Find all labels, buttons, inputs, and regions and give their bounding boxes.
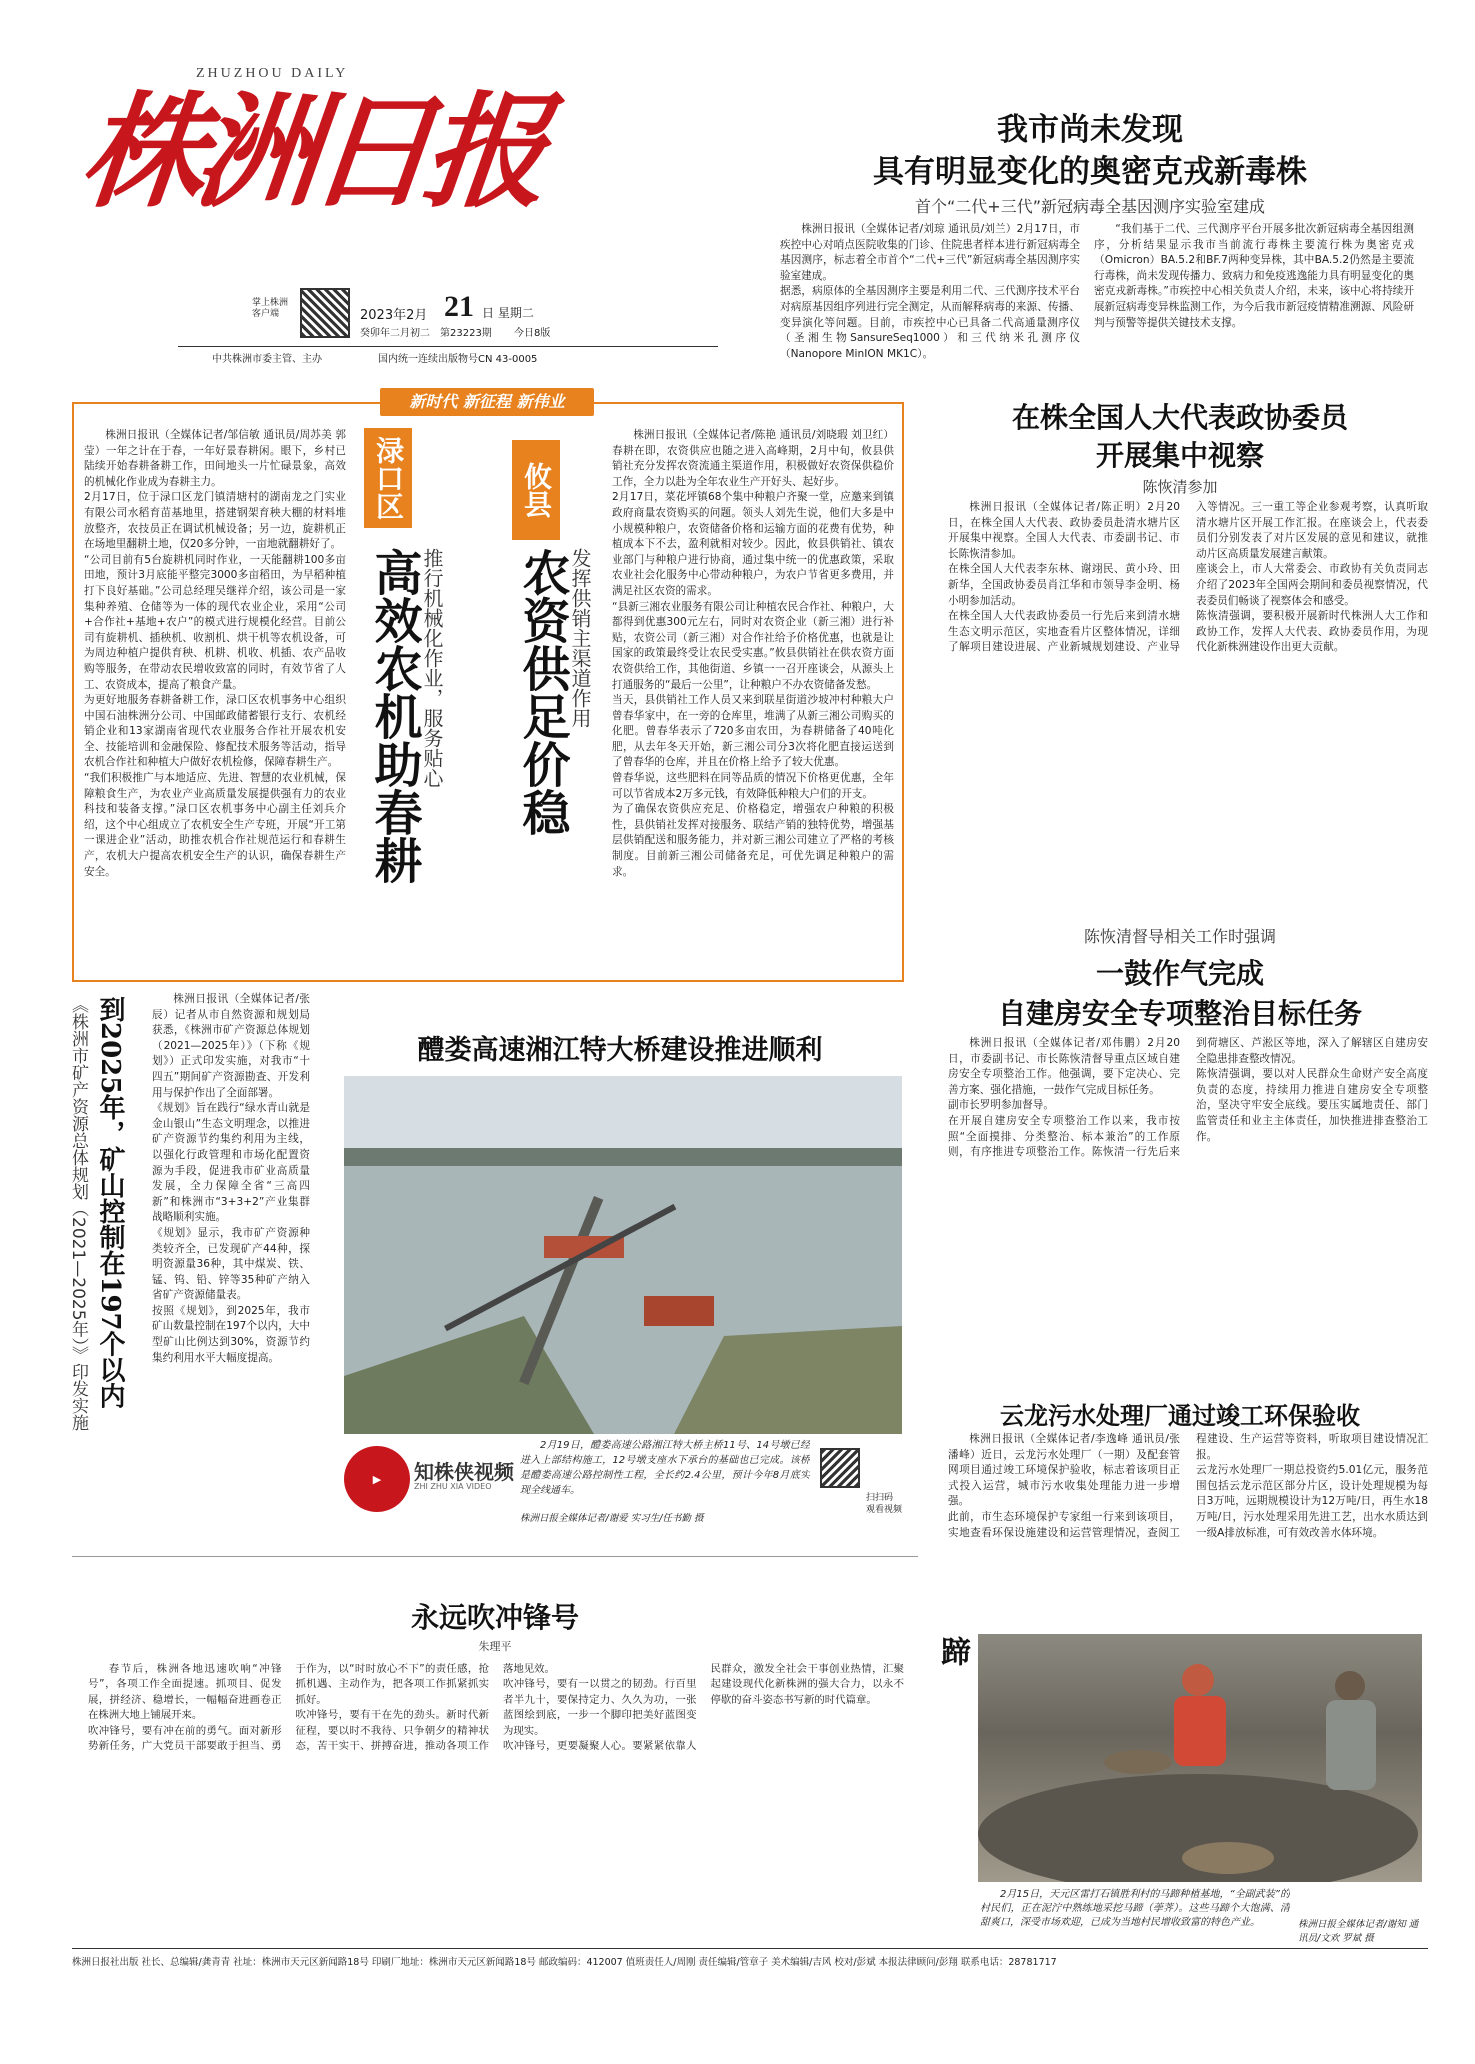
qr-code-icon[interactable] <box>300 288 350 338</box>
top-body-col2: “我们基于二代、三代测序平台开展多批次新冠病毒全基因组测序，分析结果显示我市当前流行毒株主要流行株为奥密克戎（Omicron）BA.5.2和BF.7两种变异株，其中BA.5.2仍然是主要流行毒株，尚未发现传播力、致病力和免疫逃逸能力具有明显变化的奥密克戎新毒株。”市疾控中心相关负责人介绍，未来，该中心将持续开展新冠病毒变异株监测工作，为今后我市新冠疫情精准溯源、风险研判与预警等提供关键技术支撑。 <box>1094 223 1414 329</box>
essay-divider <box>72 1556 918 1557</box>
top-body-col1: 株洲日报讯（全媒体记者/刘琼 通讯员/刘兰）2月17日，市疾控中心对哨点医院收集的门诊、住院患者样本进行新冠病毒全基因测序，标志着全市首个“二代+三代”新冠病毒全基因测序实验室建成。 据悉，病原体的全基因测序主要是利用二代、三代测序技术平台对病原基因组序列进行完全测定，从而解释病毒的来源、传播、变异演化等问题。目前，市疾控中心已具备二代高通量测序仪（圣湘生物SansureSeq1000）和三代纳米孔测序仪（Nanopore MinION MK1C）。 <box>780 223 1080 360</box>
housing-subtitle: 陈恢清督导相关工作时强调 <box>1083 927 1276 946</box>
youxian-tag: 攸县 <box>512 440 560 540</box>
youxian-headline: 农资供足价稳 <box>514 548 570 836</box>
bridge-photo <box>344 1076 902 1434</box>
page-count: 今日8版 <box>514 328 551 339</box>
date-year-month: 2023年2月 <box>360 308 428 323</box>
qr-label: 掌上株洲 客户端 <box>252 298 289 319</box>
digging-illustration <box>978 1634 1422 1882</box>
top-subtitle: 首个“二代+三代”新冠病毒全基因测序实验室建成 <box>915 197 1265 216</box>
mining-headline: 到2025年，矿山控制在197个以内 <box>95 996 125 1409</box>
cn-number: 国内统一连续出版物号CN 43-0005 <box>378 354 538 365</box>
issue-number: 第23223期 <box>440 328 492 339</box>
top-title-line1: 我市尚未发现 <box>997 112 1183 148</box>
masthead-divider <box>178 346 718 347</box>
npc-subtitle: 陈恢清参加 <box>1142 478 1218 496</box>
sewage-title: 云龙污水处理厂通过竣工环保验收 <box>1000 1401 1360 1430</box>
footer-info: 株洲日报社出版 社长、总编辑/龚青青 社址：株洲市天元区新闻路18号 印刷厂地址：株洲市天元区新闻路18号 邮政编码：412007 值班责任人/周刚 责任编辑/管章子 美术编辑/吉风 校对/彭斌 本报法律顾问/彭翔 联系电话：28781717 <box>72 1957 1057 1968</box>
date-day: 21 <box>444 290 474 323</box>
digging-photo <box>978 1634 1422 1882</box>
essay-author: 朱理平 <box>478 1640 512 1653</box>
bridge-title: 醴娄高速湘江特大桥建设推进顺利 <box>417 1035 823 1066</box>
housing-title-line2: 自建房安全专项整治目标任务 <box>997 997 1362 1030</box>
npc-title-line1: 在株全国人大代表政协委员 <box>1011 401 1348 434</box>
luokou-headline: 高效农机助春耕 <box>366 548 422 884</box>
youxian-body: 株洲日报讯（全媒体记者/陈艳 通讯员/刘晓瑕 刘卫红）春耕在即，农资供应也随之进入高峰期，2月中旬，攸县供销社充分发挥农资流通主渠道作用，积极做好农资保供稳价工作，全力以赴为全年农业生产开好头、起好步。 2月17日，菜花坪镇68个集中种粮户齐聚一堂，应邀来到镇政府商量农资购买的问题。领头人刘先生说，他们大多是中小规模种粮户，农资储备价格和运输方面的花费有优势，种植成本下不去，盈利就相对较少。因此，攸县供销社、镇农业部门与种粮户进行协商，通过集中统一的优惠政策，采取农业社会化服务中心带动种粮户，为农户节省更多费用，并满足社区农资的需求。 “县新三湘农业服务有限公司让种植农民合作社、种粮户，大都得到优惠300元左右，同时对农资企业（新三湘）进行补贴，农资公司（新三湘）对合作社给予价格优惠，也就是让国家的政策最终受让农民受实惠。”攸县供销社在供农资方面农资供给工作，其他街道、乡镇一一召开座谈会，从源头上打通服务的“最后一公里”，让种粮户不办农资储备发愁。 当天，县供销社工作人员又来到联星街道沙坡冲村种粮大户曾春华家中，在一旁的仓库里，堆满了从新三湘公司购买的化肥。曾春华表示了720多亩农田，为春耕储备了40吨化肥，从去年冬天开始，新三湘公司分3次将化肥直接运送到了曾春华的仓库，并且在价格上给予了较大优惠。 曾春华说，这些肥料在同等品质的情况下价格更优惠，全年可以节省成本2万多元钱，有效降低种粮大户们的开支。 为了确保农资供应充足、价格稳定，增强农户种粮的积极性，县供销社发挥对接服务、联结产销的独特优势，增强基层供销配送和服务能力，并对新三湘公司建立了严格的考核制度。目前新三湘公司储备充足，可优先调足种粮户的需求。 <box>612 429 894 878</box>
video-brand[interactable]: 知株侠视频 <box>414 1460 514 1484</box>
footer-divider <box>72 1948 1428 1949</box>
sewage-body: 株洲日报讯（全媒体记者/李逸峰 通讯员/张潘峰）近日，云龙污水处理厂（一期）及配套管网项目通过竣工环境保护验收，标志着该项目正式投入运营，城市污水收集处理能力进一步增强。 此前，市生态环境保护专家组一行来到该项目，实地查看环保设施建设和运营管理情况，查阅工程建设、生产运营等资料，听取项目建设情况汇报。 云龙污水处理厂一期总投资约5.01亿元，服务范围包括云龙示范区部分片区，设计处理规模为每日3万吨，远期规模设计为12万吨/日，再生水18万吨/日，污水处理采用先进工艺，出水水质达到一级A排放标准，可有效改善水体环境。 <box>948 1433 1428 1539</box>
youxian-subhead: 发挥供销主渠道作用 <box>568 548 592 728</box>
masthead-english: ZHUZHOU DAILY <box>196 66 349 81</box>
bridge-credit: 株洲日报全媒体记者/谢爱 实习生/任书勤 摄 <box>520 1513 704 1524</box>
video-brand-sub: ZHI ZHU XIA VIDEO <box>414 1482 492 1491</box>
essay-title: 永远吹冲锋号 <box>410 1601 579 1634</box>
sponsor: 中共株洲市委主管、主办 <box>212 354 322 365</box>
masthead-title: 株洲日报 <box>74 80 546 225</box>
digging-caption: 2月15日，天元区雷打石镇胜利村的马蹄种植基地，“全副武装”的村民们，正在泥泞中熟练地采挖马蹄（荸荠）。这些马蹄个大饱满、清甜爽口，深受市场欢迎，已成为当地村民增收致富的特色产业。 <box>980 1889 1290 1928</box>
npc-body: 株洲日报讯（全媒体记者/陈正明）2月20日，在株全国人大代表、政协委员赴清水塘片区开展集中视察。全国人大代表、市委副书记、市长陈恢清参加。 在株全国人大代表李东林、谢翊民、黄小玲、田新华，全国政协委员肖江华和市领导李金明、杨小明参加活动。 在株全国人大代表政协委员一行先后来到清水塘生态文明示范区，实地查看片区整体情况，详细了解项目建设进展、产业新城规划建设、产业导入等情况。三一重工等企业参观考察，认真听取清水塘片区开展工作汇报。在座谈会上，代表委员们分别发表了对片区发展的意见和建议，就推动片区高质量发展建言献策。 座谈会上，市人大常委会、市政协有关负责同志介绍了2023年全国两会期间和委员视察情况，代表委员们畅谈了视察体会和感受。 陈恢清强调，要积极开展新时代株洲人大工作和政协工作，发挥人大代表、政协委员作用，为现代化新株洲建设作出更大贡献。 <box>948 501 1428 654</box>
video-scan-label: 扫扫码 观看视频 <box>866 1493 903 1515</box>
bridge-illustration <box>344 1076 902 1434</box>
feature-banner: 新时代 新征程 新伟业 <box>380 388 594 416</box>
npc-title-line2: 开展集中视察 <box>1095 439 1264 472</box>
mining-subhead: 《株洲市矿产资源总体规划（2021—2025年）》印发实施 <box>68 996 88 1432</box>
video-qr-icon[interactable] <box>820 1448 860 1488</box>
housing-body: 株洲日报讯（全媒体记者/邓伟鹏）2月20日，市委副书记、市长陈恢清督导重点区域自建房安全专项整治工作。他强调，要下定决心、完善方案、强化措施，一鼓作气完成目标任务。 副市长罗明参加督导。 在开展自建房安全专项整治工作以来，我市按照“全面摸排、分类整治、标本兼治”的工作原则，有序推进专项整治工作。陈恢清一行先后来到荷塘区、芦淞区等地，深入了解辖区自建房安全隐患排查整改情况。 陈恢清强调，要以对人民群众生命财产安全高度负责的态度，持续用力推进自建房安全专项整治，坚决守牢安全底线。要压实属地责任、部门监管责任和业主主体责任，加快推进排查整治工作。 <box>948 1037 1428 1159</box>
mining-body: 株洲日报讯（全媒体记者/张辰）记者从市自然资源和规划局获悉，《株洲市矿产资源总体规划（2021—2025年）》（下称《规划》）正式印发实施，对我市“十四五”期间矿产资源勘查、开发利用与保护作出了全面部署。 《规划》旨在践行“绿水青山就是金山银山”生态文明理念，以推进矿产资源节约集约利用为主线，以强化行政管理和市场化配置资源为手段，促进我市矿业高质量发展，全力保障全省“三高四新”和株洲市“3+3+2”产业集群战略顺利实施。 《规划》显示，我市矿产资源种类较齐全，已发现矿产44种，探明资源量36种，其中煤炭、铁、锰、钨、铅、锌等35种矿产纳入省矿产资源储量表。 按照《规划》，到2025年，我市矿山数量控制在197个以内，大中型矿山比例达到30%，资源节约集约利用水平大幅度提高。 <box>152 993 310 1364</box>
digging-headline: 蹄 <box>935 1636 970 1666</box>
top-title-line2: 具有明显变化的奥密克戎新毒株 <box>873 154 1307 190</box>
video-logo-icon[interactable]: ▶ <box>344 1446 410 1512</box>
bridge-caption: 2月19日，醴娄高速公路湘江特大桥主桥11号、14号墩已经进入上部结构施工，12号墩支座水下承台的基础也已完成。该桥是醴娄高速公路控制性工程，全长约2.4公里，预计今年8月底实现全线通车。 <box>520 1440 810 1496</box>
luokou-subhead: 推行机械化作业，服务贴心 <box>420 548 444 788</box>
luokou-tag: 渌口区 <box>364 428 412 528</box>
digging-credit: 株洲日报全媒体记者/谢知 通讯员/文欢 罗斌 摄 <box>1298 1919 1419 1944</box>
lunar-date: 癸卯年二月初二 <box>360 328 430 339</box>
essay-body: 春节后，株洲各地迅速吹响“冲锋号”，各项工作全面提速。抓项目、促发展，拼经济、稳增长，一幅幅奋进画卷正在株洲大地上铺展开来。 吹冲锋号，要有冲在前的勇气。面对新形势新任务，广大党员干部要敢于担当、勇于作为，以“时时放心不下”的责任感，抢抓机遇、主动作为，把各项工作抓紧抓实抓好。 吹冲锋号，要有干在先的劲头。新时代新征程，要以时不我待、只争朝夕的精神状态，苦干实干、拼搏奋进，推动各项工作落地见效。 吹冲锋号，要有一以贯之的韧劲。行百里者半九十，要保持定力、久久为功，一张蓝图绘到底，一步一个脚印把美好蓝图变为现实。 吹冲锋号，更要凝聚人心。要紧紧依靠人民群众，激发全社会干事创业热情，汇聚起建设现代化新株洲的强大合力，以永不停歇的奋斗姿态书写新的时代篇章。 <box>88 1663 904 1753</box>
date-weekday: 日 星期二 <box>482 306 534 320</box>
housing-title-line1: 一鼓作气完成 <box>1095 957 1264 990</box>
luokou-body: 株洲日报讯（全媒体记者/邹信敏 通讯员/周苏美 郭莹）一年之计在于春，一年好景春耕闲。眼下，乡村已陆续开始春耕备耕工作，田间地头一片忙碌景象，高效的机械化作业成为春耕主力。 2月17日，位于渌口区龙门镇清塘村的湖南龙之门实业有限公司水稻育苗基地里，搭建钢架育秧大棚的材料堆放整齐，农技员正在调试机械设备；另一边，旋耕机正在场地里翻耕土地，仅20多分钟，一亩地就翻耕好了。 “公司目前有5台旋耕机同时作业，一天能翻耕100多亩田地，预计3月底能平整完3000多亩稻田，为早稻种植打下良好基础。”公司总经理吴继祥介绍，该公司是一家集种养殖、仓储等为一体的现代农业企业，采用“公司+合作社+基地+农户”的模式进行规模化经营。目前公司有旋耕机、插秧机、收割机、烘干机等农机设备，可为周边种植户提供育秧、机耕、机收、机插、农产品收购等服务，在带动农民增收致富的同时，有效节省了人工、农资成本，提高了粮食产量。 为更好地服务春耕备耕工作，渌口区农机事务中心组织中国石油株洲分公司、中国邮政储蓄银行支行、农机经销企业和13家湖南省现代农业服务合作社开展农机安全、技能培训和金融保险、修配技术服务等活动，指导农机合作社和种植大户做好农机检修，保障春耕生产。 “我们积极推广与本地适应、先进、智慧的农业机械，保障粮食生产，为农业产业高质量发展提供强有力的农业科技和装备支撑。”渌口区农机事务中心副主任刘兵介绍，这个中心组成立了农机安全生产专班，开展“开工第一课进企业”活动，助推农机合作社规范运行和春耕生产，农机大户提高农机安全生产的认识，确保春耕生产安全。 <box>84 429 346 878</box>
